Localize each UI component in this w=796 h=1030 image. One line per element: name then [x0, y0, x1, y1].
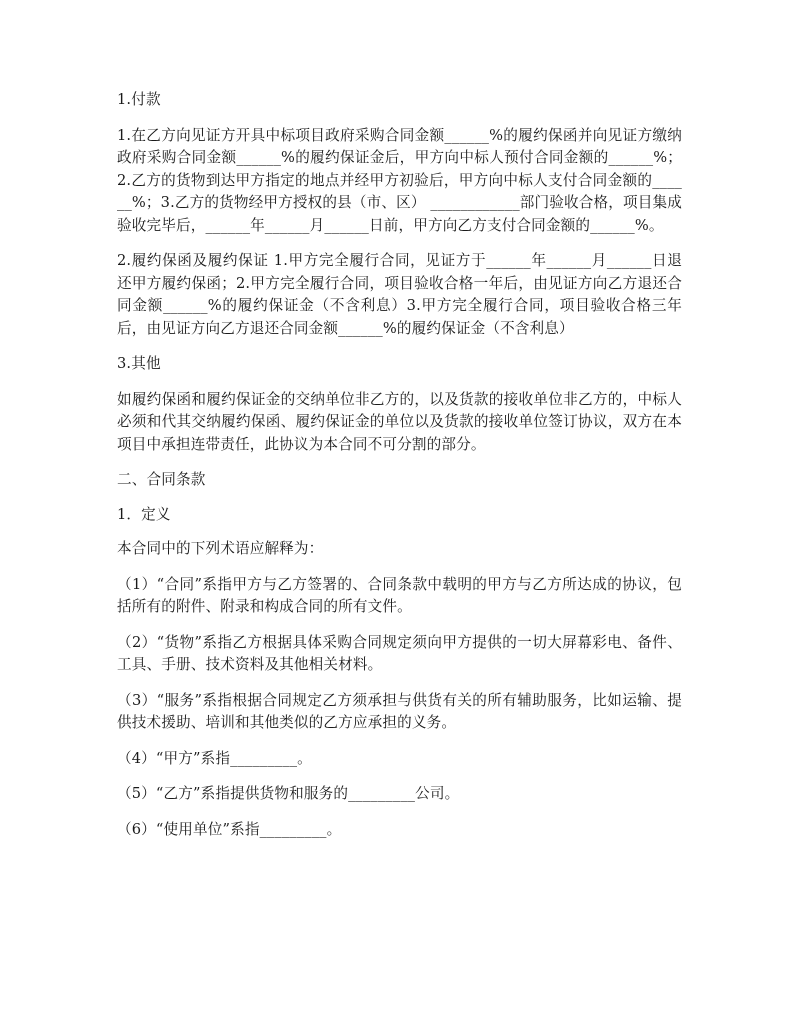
definition-item-party-a: （4）“甲方”系指_________。: [117, 749, 312, 767]
document-page: [117, 89, 682, 841]
definition-item-contract: （1）“合同”系指甲方与乙方签署的、合同条款中载明的甲方与乙方所达成的协议，包括所有的附件、附录和构成合同的所有文件。: [117, 575, 682, 615]
definition-item-party-b: （5）“乙方”系指提供货物和服务的_________公司。: [117, 785, 460, 802]
subheading-definitions: 1．定义: [117, 505, 171, 523]
definition-item-goods: （2）“货物”系指乙方根据具体采购合同规定须向甲方提供的一切大屏幕彩电、备件、工具、手册、技术资料及其他相关材料。: [117, 633, 682, 673]
section-heading-other: 3.其他: [117, 355, 161, 372]
paragraph-definitions-intro: 本合同中的下列术语应解释为：: [117, 540, 324, 557]
paragraph-other-terms: 如履约保函和履约保证金的交纳单位非乙方的，以及货款的接收单位非乙方的，中标人必须和代其交纳履约保函、履约保证金的单位以及货款的接收单位签订协议，双方在本项目中承担连带责任，此协议为本合同不可分割的部分。: [117, 390, 682, 453]
definition-item-user-unit: （6）“使用单位”系指_________。: [117, 820, 342, 838]
definition-item-services: （3）“服务”系指根据合同规定乙方须承担与供货有关的所有辅助服务，比如运输、提供技术援助、培训和其他类似的乙方应承担的义务。: [117, 691, 682, 731]
paragraph-performance-guarantee: 2.履约保函及履约保证 1.甲方完全履行合同，见证方于______年______月______日退还甲方履约保函；2.甲方完全履行合同，项目验收合格一年后，由见证方向乙方退还合同金额______%的履约保证金（不含利息）3.甲方完全履行合同，项目验收合格三年后，由见证方向乙方退还合同金额______%的履约保证金（不含利息）: [117, 252, 682, 337]
paragraph-payment-terms: 1.在乙方向见证方开具中标项目政府采购合同金额______%的履约保函并向见证方缴纳政府采购合同金额______%的履约保证金后，甲方向中标人预付合同金额的______%；2.乙方的货物到达甲方指定的地点并经甲方初验后，甲方向中标人支付合同金额的______%；3.乙方的货物经甲方授权的县（市、区） ____________部门验收合格，项目集成验收完毕后，______年______月______日前，甲方向乙方支付合同金额的______%。: [117, 126, 682, 234]
section-heading-payment: 1.付款: [117, 91, 161, 108]
section-heading-contract-clauses: 二、合同条款: [117, 471, 206, 488]
